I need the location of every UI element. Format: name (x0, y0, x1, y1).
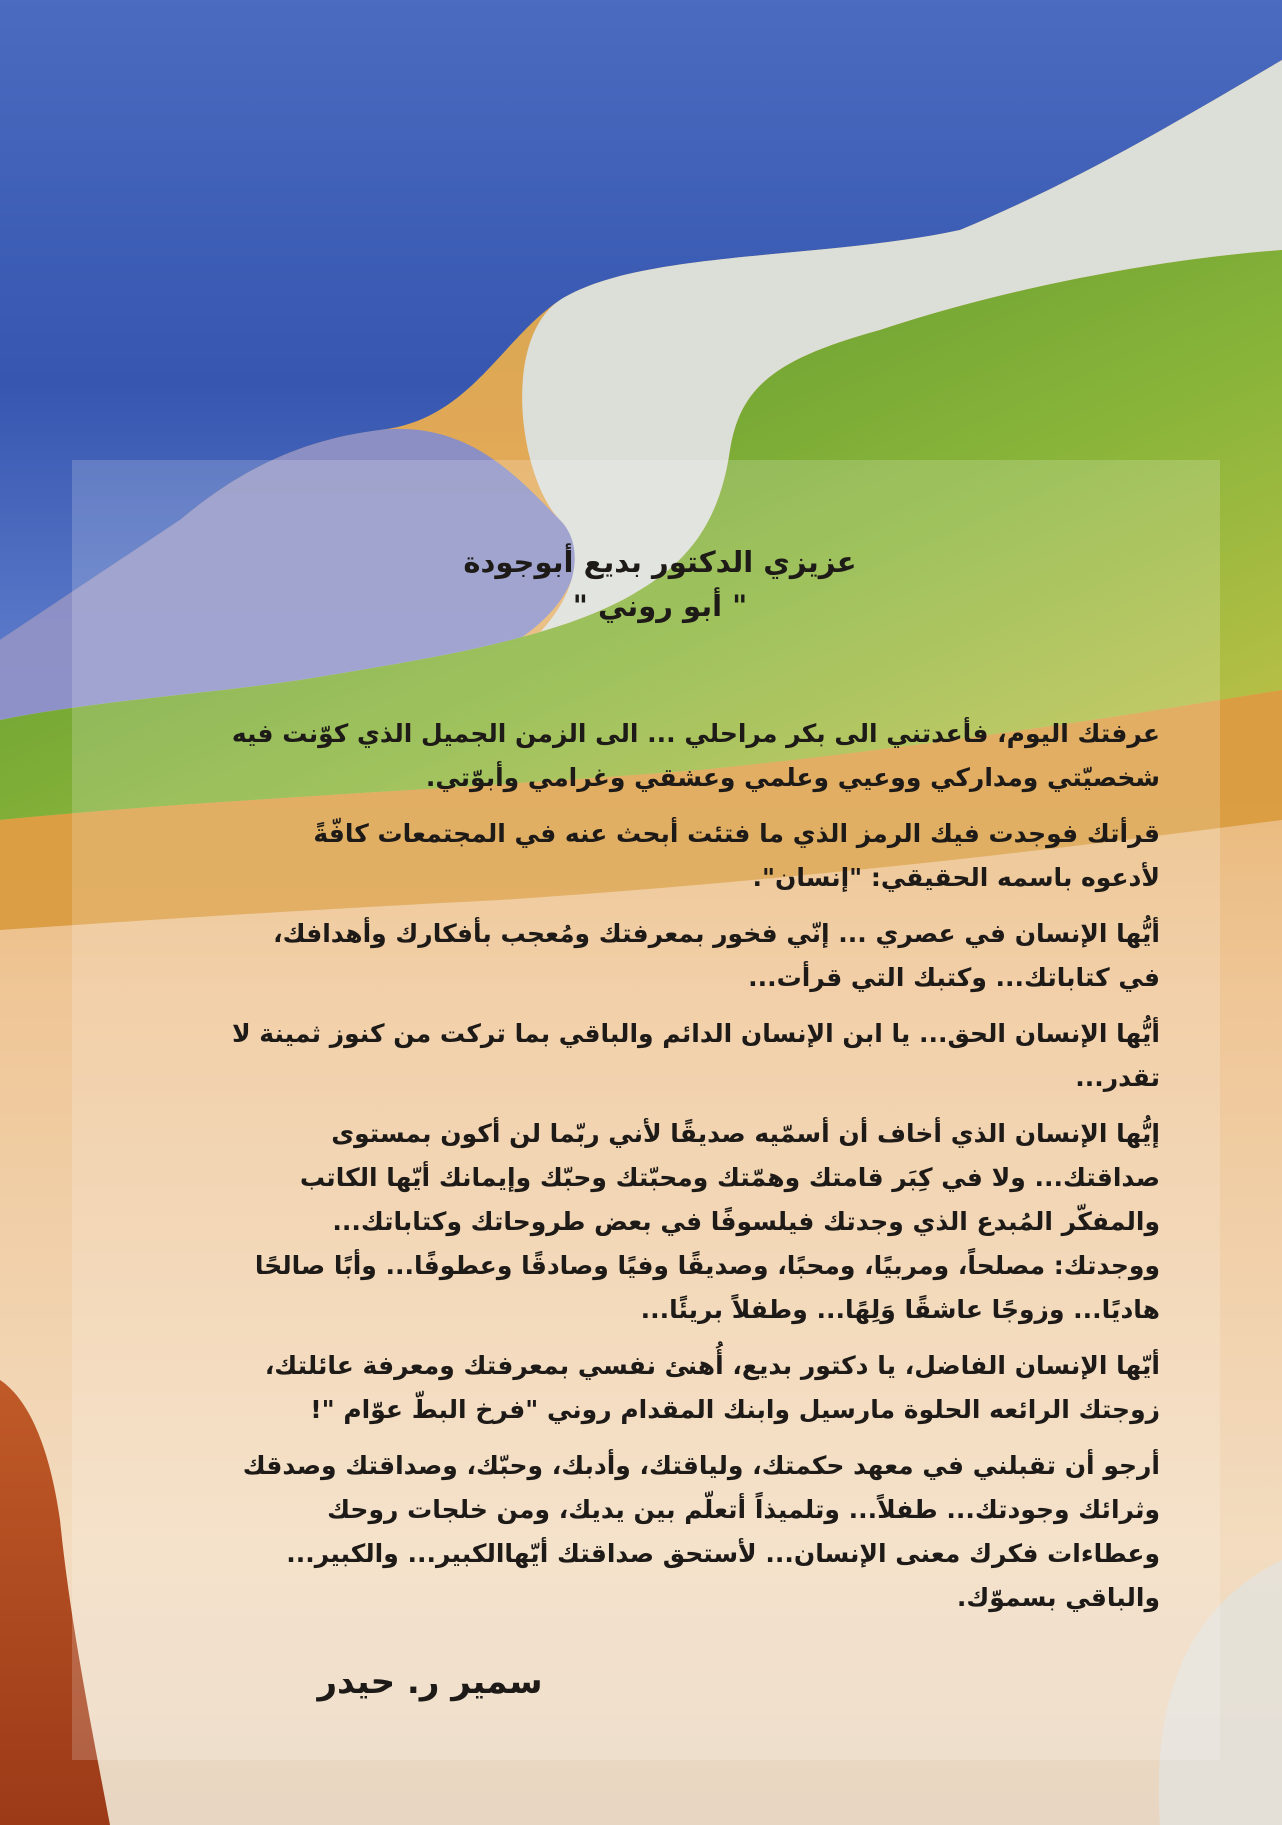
dedication-letter (230, 540, 1160, 1632)
letter-paragraph: إيُّها الإنسان الذي أخاف أن أسمّيه صديقًا لأني ربّما لن أكون بمستوى صداقتك... ولا في كِبَر قامتك وهمّتك ومحبّتك وحبّك وإيمانك أيّها الكاتب والمفكّر المُبدع الذي وجدتك فيلسوفًا في بعض طروحاتك وكتاباتك... ووجدتك: مصلحاً، ومربيًا، ومحبًا، وصديقًا وفيًا وصادقًا وعطوفًا... وأبًا صالحًا هاديًا... وزوجًا عاشقًا وَلِهًا... وطفلاً بريئًا... (254, 1119, 1160, 1324)
greeting-nickname: " أبو روني " (572, 589, 748, 623)
letter-paragraph: أيُّها الإنسان في عصري ... إنّي فخور بمعرفتك ومُعجب بأفكارك وأهدافك، في كتاباتك... وكتبك التي قرأت... (273, 919, 1160, 992)
greeting-title: عزيزي الدكتور بديع أبوجودة (463, 545, 857, 579)
letter-paragraph: أيُّها الإنسان الحق... يا ابن الإنسان الدائم والباقي بما تركت من كنوز ثمينة لا تقدر... (231, 1019, 1160, 1092)
letter-paragraph: قرأتك فوجدت فيك الرمز الذي ما فتئت أبحث عنه في المجتمعات كافّةً لأدعوه باسمه الحقيقي: "إنسان". (313, 819, 1160, 892)
letter-paragraph: أيّها الإنسان الفاضل، يا دكتور بديع، أُهنئ نفسي بمعرفتك ومعرفة عائلتك، زوجتك الرائعه الحلوة مارسيل وابنك المقدام روني "فرخ البطّ عوّام "! (264, 1351, 1160, 1424)
letter-paragraph: أرجو أن تقبلني في معهد حكمتك، ولياقتك، وأدبك، وحبّك، وصداقتك وصدقك وثرائك وجودتك... طفلاً... وتلميذاً أتعلّم بين يديك، ومن خلجات روحك وعطاءات فكرك معنى الإنسان... لأستحق صداقتك أيّهاالكبير... والكبير... والباقي بسموّك. (242, 1451, 1160, 1612)
letter-paragraph: عرفتك اليوم، فأعدتني الى بكر مراحلي ... الى الزمن الجميل الذي كوّنت فيه شخصيّتي ومداركي ووعيي وعلمي وعشقي وغرامي وأبوّتي. (231, 719, 1160, 792)
author-signature: سمير ر. حيدر (317, 1662, 543, 1702)
